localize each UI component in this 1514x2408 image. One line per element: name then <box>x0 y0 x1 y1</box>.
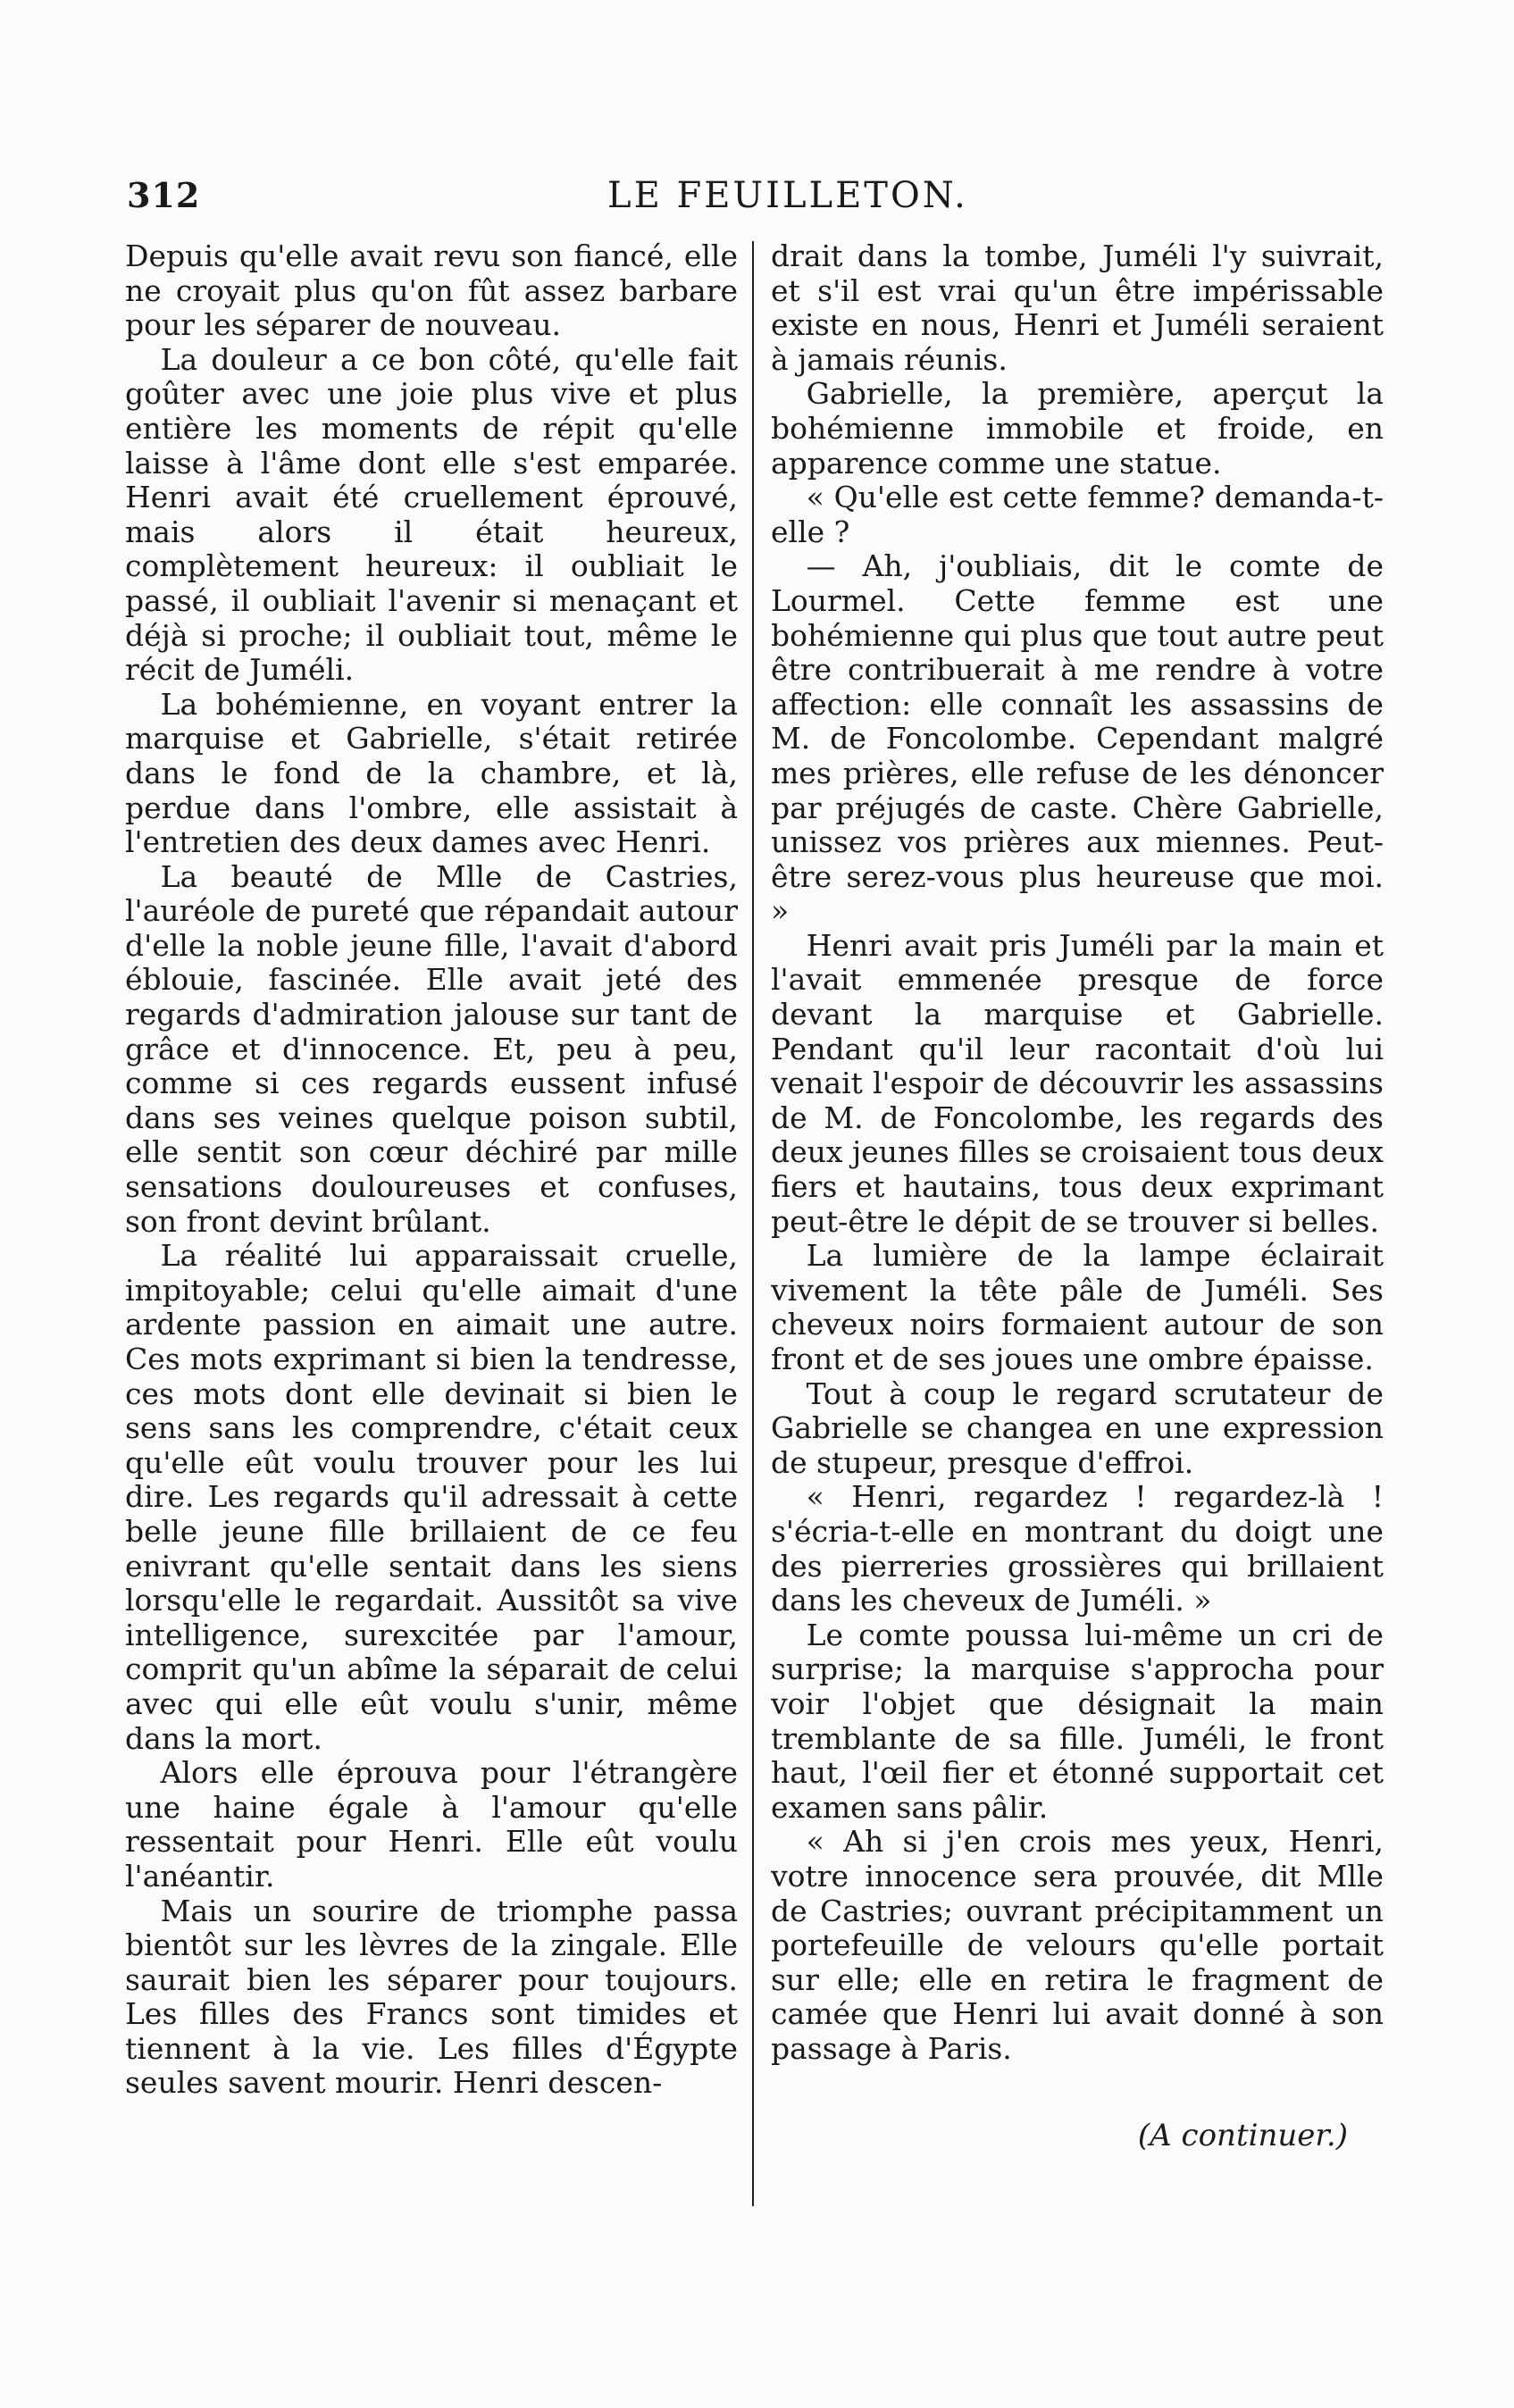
paragraph: — Ah, j'oubliais, dit le comte de Lourmel. Cette femme est une bohémienne qui plus que tout autre peut être contribuerait à me rendre à votre affection: elle connaît les assassins de M. de Foncolombe. Cependant malgré mes prières, elle refuse de les dénoncer par préjugés de caste. Chère Gabrielle, unissez vos prières aux miennes. Peut-être serez-vous plus heureuse que moi. » <box>771 548 1384 929</box>
running-title: LE FEUILLETON. <box>607 175 968 216</box>
paragraph: Le comte poussa lui-même un cri de surprise; la marquise s'approcha pour voir l'objet que désignait la main tremblante de sa fille. Juméli, le front haut, l'œil fier et étonné supportait cet examen sans pâlir. <box>771 1617 1384 1825</box>
paragraph: La bohémienne, en voyant entrer la marquise et Gabrielle, s'était retirée dans le fond de la chambre, et là, perdue dans l'ombre, elle assistait à l'entretien des deux dames avec Henri. <box>125 686 738 860</box>
paragraph: Gabrielle, la première, aperçut la bohémienne immobile et froide, en apparence comme une statue. <box>771 376 1384 481</box>
paragraph: Depuis qu'elle avait revu son fiancé, elle ne croyait plus qu'on fût assez barbare pour les séparer de nouveau. <box>125 239 738 343</box>
continuation-note: (A continuer.) <box>1137 2118 1348 2154</box>
page-header <box>125 175 1384 229</box>
paragraph: Mais un sourire de triomphe passa bientôt sur les lèvres de la zingale. Elle saurait bien les séparer pour toujours. Les filles des Francs sont timides et tiennent à la vie. Les filles d'Égypte seules savent mourir. Henri descen- <box>125 1893 738 2101</box>
paragraph: La réalité lui apparaissait cruelle, impitoyable; celui qu'elle aimait d'une ardente passion en aimait une autre. Ces mots exprimant si bien la tendresse, ces mots dont elle devinait si bien le sens sans les comprendre, c'était ceux qu'elle eût voulu trouver pour les lui dire. Les regards qu'il adressait à cette belle jeune fille brillaient de ce feu enivrant qu'elle sentait dans les siens lorsqu'elle le regardait. Aussitôt sa vive intelligence, surexcitée par l'amour, comprit qu'un abîme la séparait de celui avec qui elle eût voulu s'unir, même dans la mort. <box>125 1238 738 1756</box>
paragraph: La lumière de la lampe éclairait vivement la tête pâle de Juméli. Ses cheveux noirs formaient autour de son front et de ses joues une ombre épaisse. <box>771 1238 1384 1376</box>
paragraph: « Qu'elle est cette femme? demanda-t-elle ? <box>771 480 1384 549</box>
page-number: 312 <box>127 175 201 215</box>
paragraph: Tout à coup le regard scrutateur de Gabrielle se changea en une expression de stupeur, presque d'effroi. <box>771 1375 1384 1480</box>
paragraph: « Henri, regardez ! regardez-là ! s'écria-t-elle en montrant du doigt une des pierreries grossières qui brillaient dans les cheveux de Juméli. » <box>771 1479 1384 1618</box>
paragraph: La beauté de Mlle de Castries, l'auréole de pureté que répandait autour d'elle la noble jeune fille, l'avait d'abord éblouie, fascinée. Elle avait jeté des regards d'admiration jalouse sur tant de grâce et d'innocence. Et, peu à peu, comme si ces regards eussent infusé dans ses veines quelque poison subtil, elle sentit son cœur déchiré par mille sensations douloureuses et confuses, son front devint brûlant. <box>125 858 738 1239</box>
right-column <box>771 239 1384 2276</box>
left-column <box>125 239 738 2276</box>
paragraph: « Ah si j'en crois mes yeux, Henri, votre innocence sera prouvée, dit Mlle de Castries; ouvrant précipitamment un portefeuille de velours qu'elle portait sur elle; elle en retira le fragment de camée que Henri lui avait donné à son passage à Paris. <box>771 1824 1384 2066</box>
column-divider <box>752 241 754 2206</box>
paragraph: drait dans la tombe, Juméli l'y suivrait, et s'il est vrai qu'un être impérissable existe en nous, Henri et Juméli seraient à jamais réunis. <box>771 239 1384 377</box>
paragraph: Alors elle éprouva pour l'étrangère une haine égale à l'amour qu'elle ressentait pour Henri. Elle eût voulu l'anéantir. <box>125 1755 738 1894</box>
paragraph: Henri avait pris Juméli par la main et l'avait emmenée presque de force devant la marquise et Gabrielle. Pendant qu'il leur racontait d'où lui venait l'espoir de découvrir les assassins de M. de Foncolombe, les regards des deux jeunes filles se croisaient tous deux fiers et hautains, tous deux exprimant peut-être le dépit de se trouver si belles. <box>771 927 1384 1239</box>
paragraph: La douleur a ce bon côté, qu'elle fait goûter avec une joie plus vive et plus entière les moments de répit qu'elle laisse à l'âme dont elle s'est emparée. Henri avait été cruellement éprouvé, mais alors il était heureux, complètement heureux: il oubliait le passé, il oubliait l'avenir si menaçant et déjà si proche; il oubliait tout, même le récit de Juméli. <box>125 341 738 688</box>
